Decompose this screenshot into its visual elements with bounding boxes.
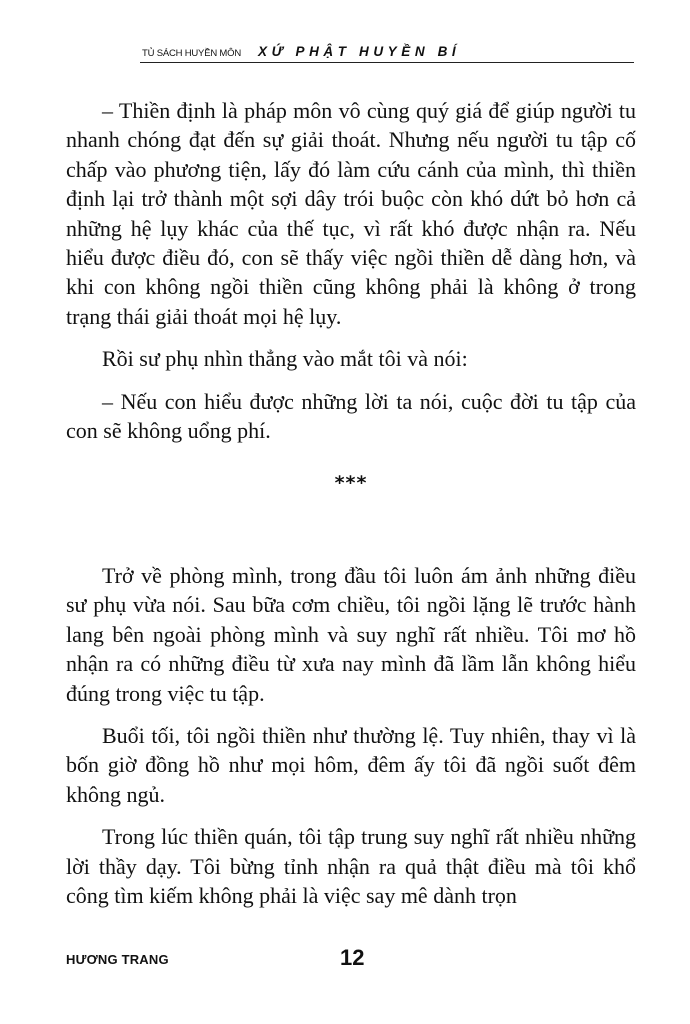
running-header (140, 40, 634, 64)
paragraph: – Nếu con hiểu được những lời ta nói, cuộc đời tu tập của con sẽ không uổng phí. (66, 388, 636, 444)
footer-author: HƯƠNG TRANG (66, 952, 169, 967)
series-name: TỦ SÁCH HUYỀN MÔN (142, 48, 241, 59)
section-separator: *** (334, 472, 368, 495)
body-text (66, 96, 636, 910)
paragraph: – Thiền định là pháp môn vô cùng quý giá để giúp người tu nhanh chóng đạt đến sự giải thoát. Nhưng nếu người tu tập cố chấp vào phương tiện, lấy đó làm cứu cánh của mình, thì thiền định lại trở thành một sợi dây trói buộc còn khó dứt bỏ hơn cả những hệ lụy khác của thế tục, vì rất khó được nhận ra. Nếu hiểu được điều đó, con sẽ thấy việc ngồi thiền dễ dàng hơn, và khi con không ngồi thiền cũng không phải là không ở trong trạng thái giải thoát mọi hệ lụy. (66, 98, 636, 329)
header-divider (140, 62, 634, 63)
paragraph: Rồi sư phụ nhìn thẳng vào mắt tôi và nói: (102, 346, 468, 372)
book-title: XỨ PHẬT HUYỀN BÍ (258, 44, 461, 59)
paragraph: Buổi tối, tôi ngồi thiền như thường lệ. Tuy nhiên, thay vì là bốn giờ đồng hồ như mọi hôm, đêm ấy tôi đã ngồi suốt đêm không ngủ. (66, 722, 636, 807)
page-number: 12 (340, 945, 365, 970)
paragraph: Trở về phòng mình, trong đầu tôi luôn ám ảnh những điều sư phụ vừa nói. Sau bữa cơm chiều, tôi ngồi lặng lẽ trước hành lang bên ngoài phòng mình và suy nghĩ rất nhiều. Tôi mơ hồ nhận ra có những điều từ xưa nay mình đã lầm lẫn không hiểu đúng trong việc tu tập. (66, 562, 636, 706)
paragraph: Trong lúc thiền quán, tôi tập trung suy nghĩ rất nhiều những lời thầy dạy. Tôi bừng tỉnh nhận ra quả thật điều mà tôi khổ công tìm kiếm không phải là việc say mê dành trọn (66, 824, 636, 908)
